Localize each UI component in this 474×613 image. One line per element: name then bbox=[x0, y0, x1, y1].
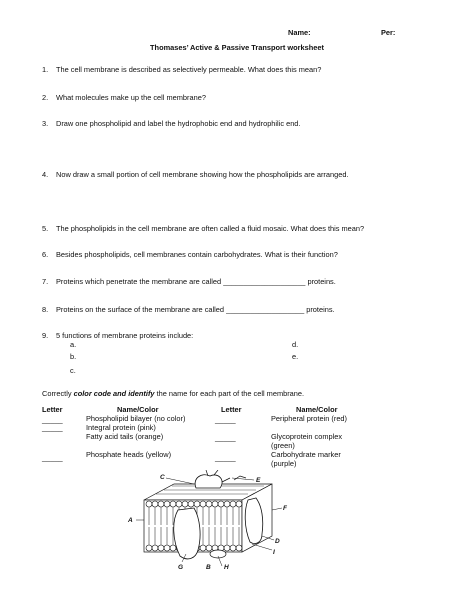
diagram-label-i: I bbox=[273, 549, 275, 556]
instruction-suffix: the name for each part of the cell membrane. bbox=[154, 389, 305, 398]
answer-blank[interactable]: _____ bbox=[215, 453, 236, 462]
question-text: Draw one phospholipid and label the hydrophobic end and hydrophilic end. bbox=[56, 119, 301, 128]
question-number: 6. bbox=[42, 250, 49, 259]
question-text: Proteins on the surface of the membrane are called ___________________ proteins. bbox=[56, 305, 335, 314]
function-item-b: b. bbox=[70, 352, 77, 361]
function-item-a: a. bbox=[70, 340, 77, 349]
question-number: 7. bbox=[42, 277, 49, 286]
answer-blank[interactable]: _____ bbox=[215, 415, 236, 424]
question-number: 2. bbox=[42, 93, 49, 102]
question-number: 3. bbox=[42, 119, 49, 128]
diagram-label-h: H bbox=[224, 564, 229, 570]
name-header-left: Name/Color bbox=[117, 405, 159, 414]
instruction-emphasis: color code and identify bbox=[73, 389, 155, 398]
question-text: Besides phospholipids, cell membranes contain carbohydrates. What is their function? bbox=[56, 250, 338, 259]
question-text: What molecules make up the cell membrane? bbox=[56, 93, 206, 102]
part-name: Fatty acid tails (orange) bbox=[86, 432, 164, 441]
answer-blank[interactable]: _____ bbox=[42, 423, 63, 432]
name-label: Name: bbox=[288, 28, 311, 37]
integral-protein bbox=[245, 498, 263, 544]
answer-blank[interactable]: _____ bbox=[42, 415, 63, 424]
question-text: The phospholipids in the cell membrane are often called a fluid mosaic. What does this mean? bbox=[56, 224, 365, 233]
letter-header-left: Letter bbox=[42, 405, 63, 414]
part-name: Phosphate heads (yellow) bbox=[86, 450, 172, 459]
question-text: 5 functions of membrane proteins include: bbox=[56, 331, 194, 340]
question-number: 9. bbox=[42, 331, 49, 340]
function-item-d: d. bbox=[292, 340, 299, 349]
part-name: Peripheral protein (red) bbox=[271, 414, 347, 423]
cell-membrane-diagram bbox=[122, 470, 292, 570]
answer-blank[interactable]: _____ bbox=[215, 433, 236, 442]
diagram-label-c: C bbox=[160, 474, 165, 481]
part-name: Glycoprotein complex bbox=[271, 432, 343, 441]
diagram-label-e: E bbox=[256, 477, 261, 484]
answer-blank[interactable]: _____ bbox=[42, 453, 63, 462]
question-text: Proteins which penetrate the membrane are called ____________________ proteins. bbox=[56, 277, 336, 286]
part-name: Phospholipid bilayer (no color) bbox=[86, 414, 186, 423]
diagram-label-b: B bbox=[206, 564, 211, 570]
diagram-label-a: A bbox=[128, 517, 133, 524]
part-name: (green) bbox=[271, 441, 295, 450]
worksheet-title: Thomases’ Active & Passive Transport worksheet bbox=[150, 43, 324, 52]
diagram-label-f: F bbox=[283, 505, 287, 512]
question-text: The cell membrane is described as selectively permeable. What does this mean? bbox=[56, 65, 322, 74]
letter-header-right: Letter bbox=[221, 405, 242, 414]
name-header-right: Name/Color bbox=[296, 405, 338, 414]
instruction-prefix: Correctly bbox=[42, 389, 74, 398]
glycoprotein bbox=[195, 475, 222, 488]
function-item-e: e. bbox=[292, 352, 299, 361]
question-number: 5. bbox=[42, 224, 49, 233]
peripheral-protein bbox=[210, 550, 226, 558]
question-number: 4. bbox=[42, 170, 49, 179]
diagram-label-g: G bbox=[178, 564, 184, 570]
color-code-instruction bbox=[42, 389, 304, 398]
diagram-label-d: D bbox=[275, 538, 280, 545]
question-number: 8. bbox=[42, 305, 49, 314]
part-name: Carbohydrate marker bbox=[271, 450, 341, 459]
function-item-c: c. bbox=[70, 366, 76, 375]
question-number: 1. bbox=[42, 65, 49, 74]
part-name: (purple) bbox=[271, 459, 297, 468]
integral-protein bbox=[174, 508, 200, 559]
question-text: Now draw a small portion of cell membrane showing how the phospholipids are arranged. bbox=[56, 170, 349, 179]
part-name: Integral protein (pink) bbox=[86, 423, 156, 432]
period-label: Per: bbox=[381, 28, 396, 37]
